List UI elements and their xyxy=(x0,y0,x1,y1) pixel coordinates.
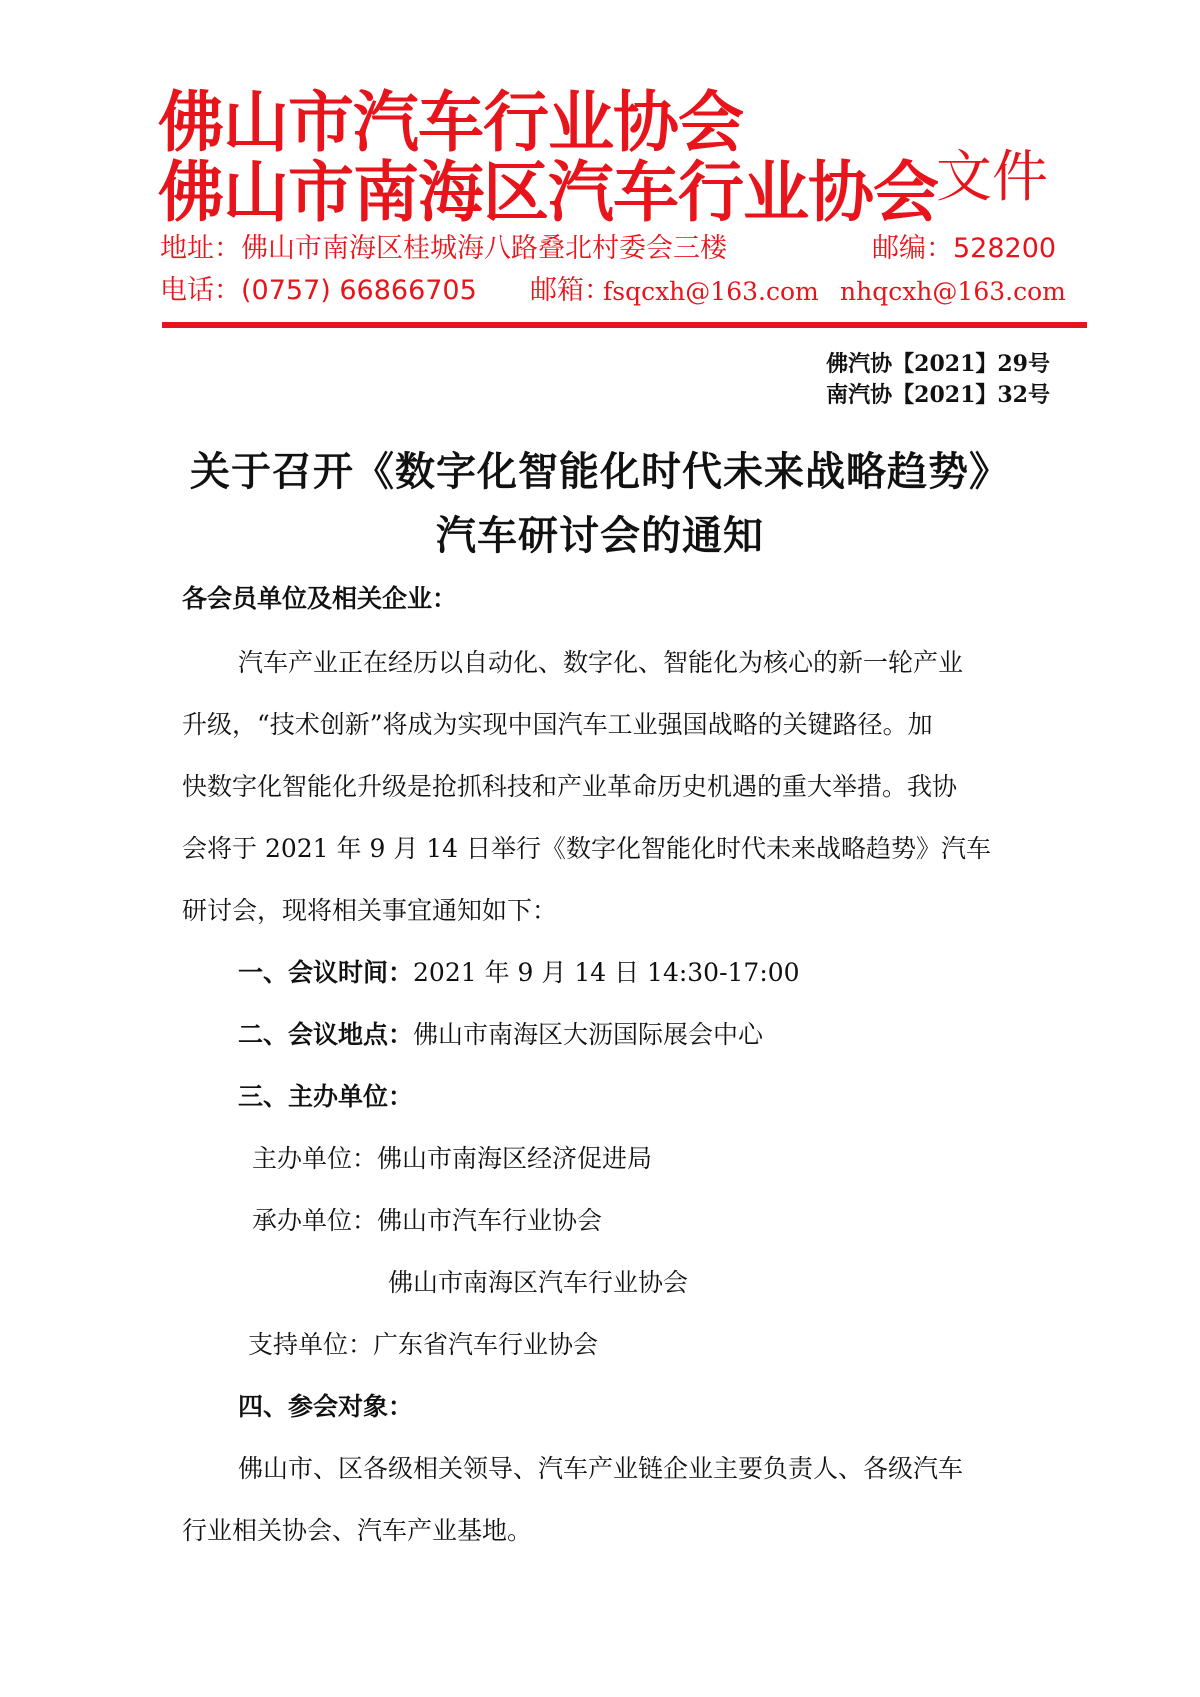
attendees-heading: 四、参会对象： xyxy=(238,1392,414,1421)
email-label: 邮箱： xyxy=(530,275,611,306)
org-name-primary: 佛山市汽车行业协会 xyxy=(158,84,743,161)
meeting-place-label: 二、会议地点： xyxy=(238,1020,414,1049)
email-primary: fsqcxh@163.com xyxy=(603,277,819,306)
supporter-row: 支持单位：广东省汽车行业协会 xyxy=(248,1330,599,1359)
organizers-heading: 三、主办单位： xyxy=(238,1082,414,1111)
paragraph-line: 研讨会，现将相关事宜通知如下： xyxy=(182,896,558,925)
paragraph-line: 会将于 2021 年 9 月 14 日举行《数字化智能化时代未来战略趋势》汽车 xyxy=(182,834,992,863)
document-title-line-1: 关于召开《数字化智能化时代未来战略趋势》 xyxy=(190,449,1010,495)
salutation: 各会员单位及相关企业： xyxy=(182,584,458,613)
undertaker-row: 承办单位：佛山市汽车行业协会 xyxy=(252,1206,603,1235)
phone-line: 电话：(0757) 66866705 xyxy=(160,275,477,306)
org-name-secondary: 佛山市南海区汽车行业协会 xyxy=(158,154,938,231)
meeting-place-row xyxy=(238,1022,763,1047)
document-type-label: 文件 xyxy=(936,145,1048,210)
undertaker-row-2: 佛山市南海区汽车行业协会 xyxy=(388,1268,689,1297)
meeting-time-value: 2021 年 9 月 14 日 14:30-17:00 xyxy=(413,958,800,987)
email-secondary: nhqcxh@163.com xyxy=(840,277,1066,306)
meeting-place-value: 佛山市南海区大沥国际展会中心 xyxy=(413,1020,764,1049)
document-title-line-2: 汽车研讨会的通知 xyxy=(436,513,764,559)
paragraph-line: 汽车产业正在经历以自动化、数字化、智能化为核心的新一轮产业 xyxy=(238,648,964,677)
meeting-time-label: 一、会议时间： xyxy=(238,958,414,987)
attendees-line: 行业相关协会、汽车产业基地。 xyxy=(182,1516,533,1545)
doc-number-1: 佛汽协【2021】29号 xyxy=(826,351,1050,377)
address-line: 地址：佛山市南海区桂城海八路叠北村委会三楼 xyxy=(160,233,727,264)
host-row: 主办单位：佛山市南海区经济促进局 xyxy=(252,1144,653,1173)
attendees-line: 佛山市、区各级相关领导、汽车产业链企业主要负责人、各级汽车 xyxy=(238,1454,964,1483)
paragraph-line: 升级，“技术创新”将成为实现中国汽车工业强国战略的关键路径。加 xyxy=(182,710,933,739)
letterhead-divider xyxy=(162,322,1087,328)
meeting-time-row xyxy=(238,960,800,985)
postcode: 邮编：528200 xyxy=(872,233,1057,264)
doc-number-2: 南汽协【2021】32号 xyxy=(826,382,1050,408)
paragraph-line: 快数字化智能化升级是抢抓科技和产业革命历史机遇的重大举措。我协 xyxy=(182,772,958,801)
